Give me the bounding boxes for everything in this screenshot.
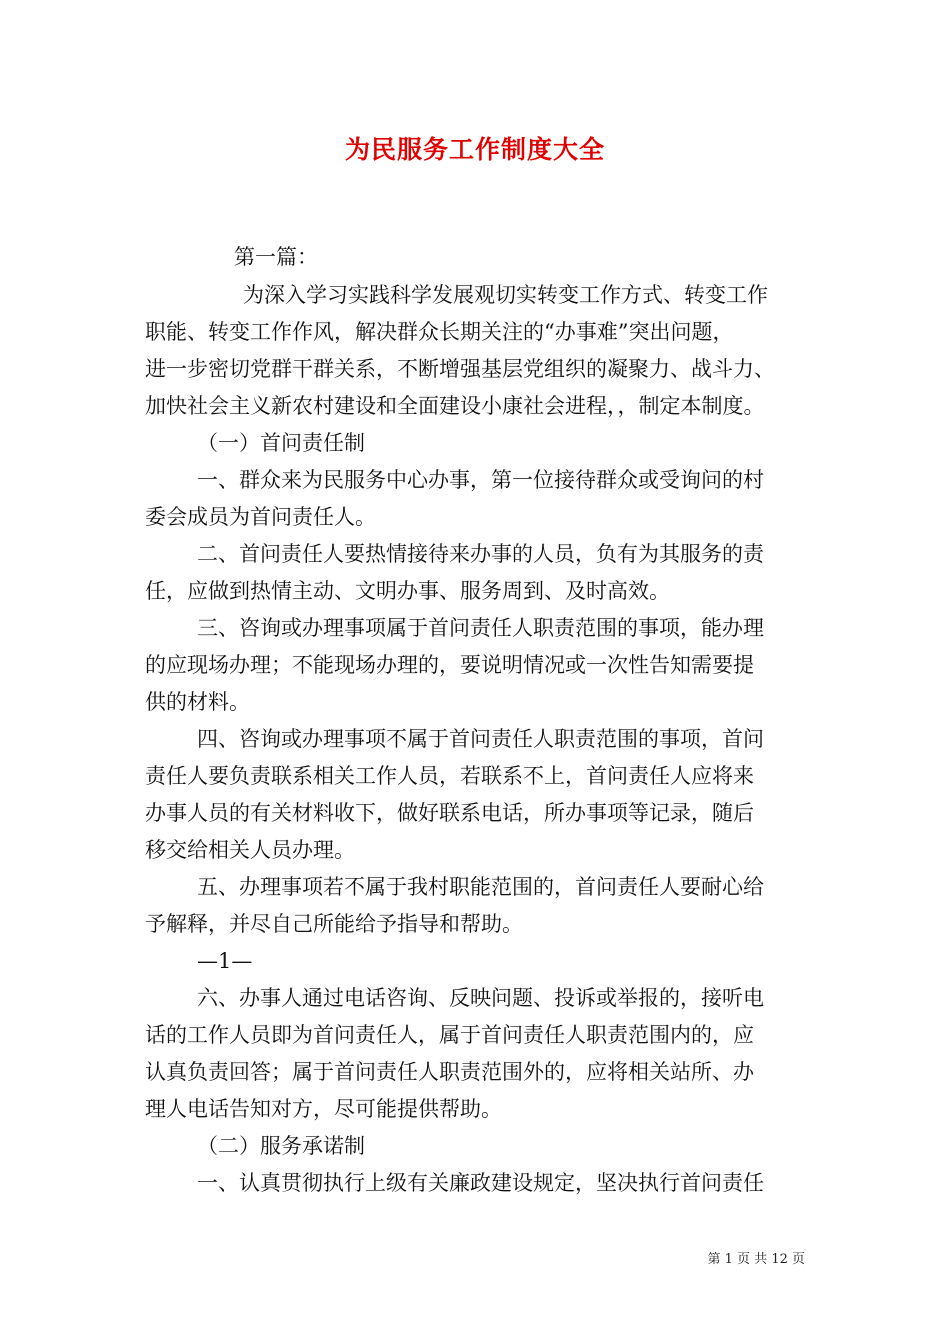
paragraph-line: 予解释，并尽自己所能给予指导和帮助。 xyxy=(145,912,523,936)
paragraph-line: 加快社会主义新农村建设和全面建设小康社会进程，，制定本制度。 xyxy=(145,394,765,418)
paragraph-line: 移交给相关人员办理。 xyxy=(145,838,355,862)
paragraph-line: 委会成员为首问责任人。 xyxy=(145,505,376,529)
paragraph-line: 六、办事人通过电话咨询、反映问题、投诉或举报的，接听电 xyxy=(197,986,764,1010)
subsection-heading: （二）服务承诺制 xyxy=(197,1134,365,1158)
paragraph-line: 的应现场办理；不能现场办理的，要说明情况或一次性告知需要提 xyxy=(145,653,754,677)
paragraph-line: 一、群众来为民服务中心办事，第一位接待群众或受询问的村 xyxy=(197,468,764,492)
paragraph-line: 五、办理事项若不属于我村职能范围的，首问责任人要耐心给 xyxy=(197,875,764,899)
paragraph-line: 进一步密切党群干群关系，不断增强基层党组织的凝聚力、战斗力、 xyxy=(145,357,775,381)
paragraph-line: 一、认真贯彻执行上级有关廉政建设规定，坚决执行首问责任 xyxy=(197,1171,764,1195)
inline-page-number: —1— xyxy=(197,949,253,973)
paragraph-line: 办事人员的有关材料收下，做好联系电话，所办事项等记录，随后 xyxy=(145,801,754,825)
paragraph-line: 四、咨询或办理事项不属于首问责任人职责范围的事项，首问 xyxy=(197,727,764,751)
paragraph-line: 为深入学习实践科学发展观切实转变工作方式、转变工作 xyxy=(243,283,768,307)
paragraph-line: 认真负责回答；属于首问责任人职责范围外的，应将相关站所、办 xyxy=(145,1060,754,1084)
paragraph-line: 职能、转变工作作风，解决群众长期关注的“办事难”突出问题， xyxy=(145,320,734,344)
paragraph-line: 供的材料。 xyxy=(145,690,250,714)
paragraph-line: 理人电话告知对方，尽可能提供帮助。 xyxy=(145,1097,502,1121)
paragraph-line: 二、首问责任人要热情接待来办事的人员，负有为其服务的责 xyxy=(197,542,764,566)
paragraph-line: 责任人要负责联系相关工作人员，若联系不上，首问责任人应将来 xyxy=(145,764,754,788)
document-title: 为民服务工作制度大全 xyxy=(344,135,605,164)
page-footer: 第 1 页 共 12 页 xyxy=(707,1252,805,1267)
paragraph-line: 任，应做到热情主动、文明办事、服务周到、及时高效。 xyxy=(145,579,670,603)
section-heading: 第一篇： xyxy=(234,245,318,269)
paragraph-line: 话的工作人员即为首问责任人，属于首问责任人职责范围内的，应 xyxy=(145,1023,754,1047)
paragraph-line: 三、咨询或办理事项属于首问责任人职责范围的事项，能办理 xyxy=(197,616,764,640)
subsection-heading: （一）首问责任制 xyxy=(197,431,365,455)
